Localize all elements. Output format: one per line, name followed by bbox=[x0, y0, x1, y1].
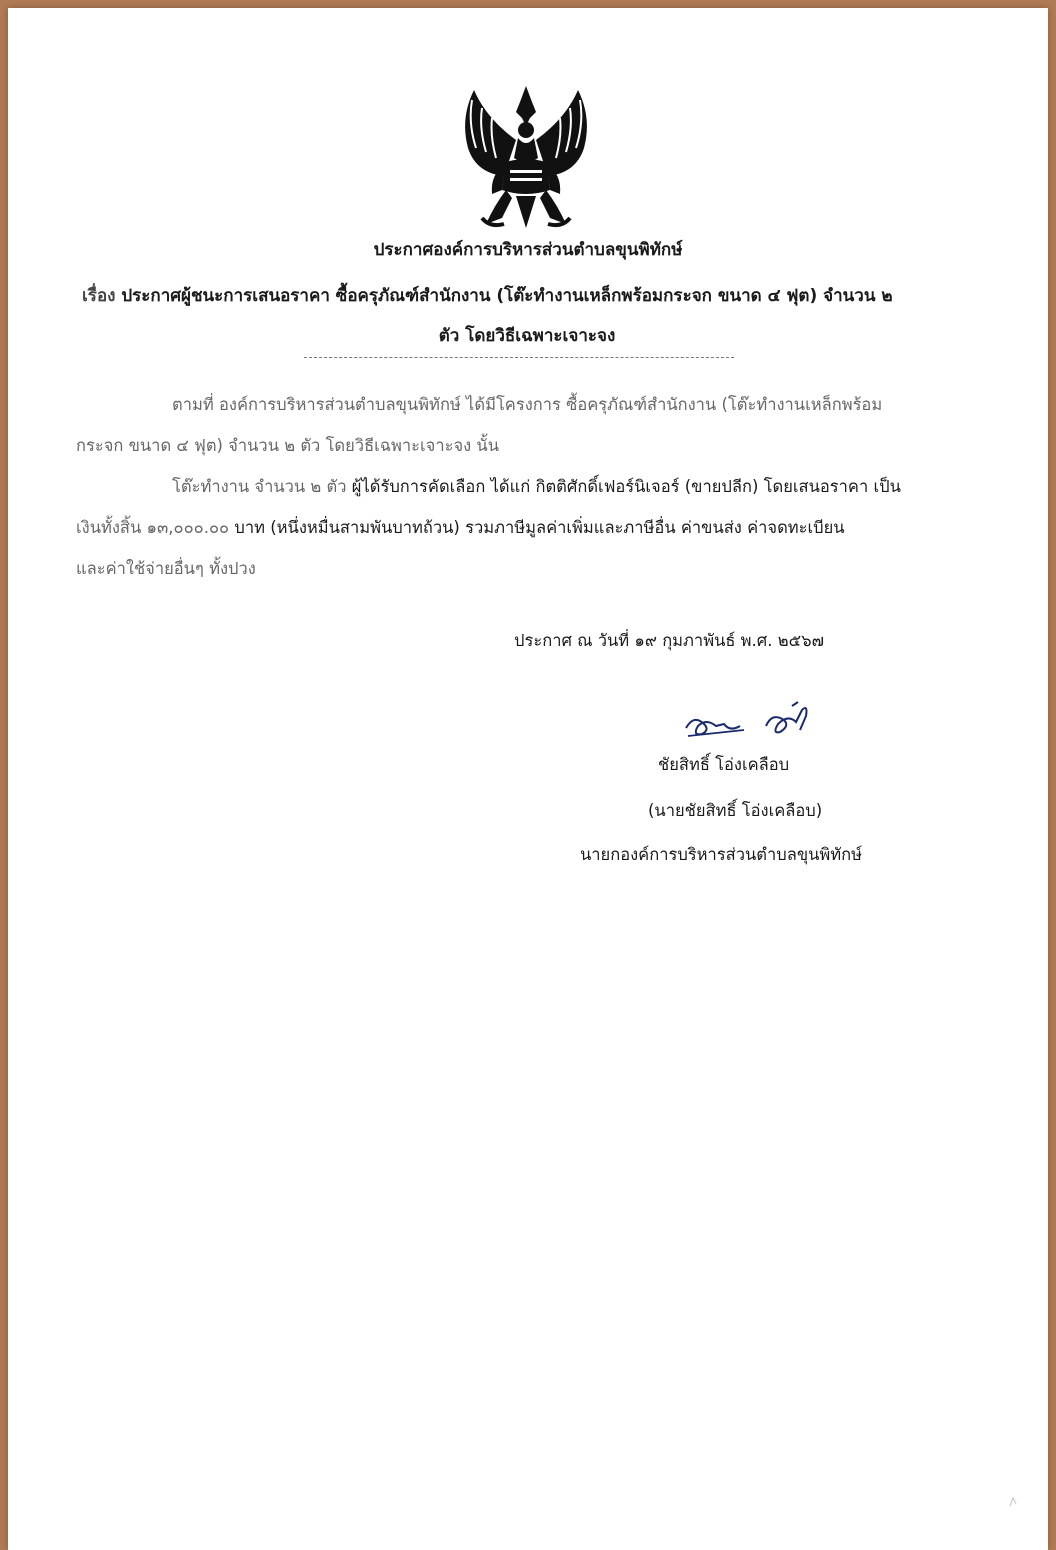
p2-lead: โต๊ะทำงาน จำนวน ๒ ตัว bbox=[172, 477, 347, 496]
signatory-full-name: (นายชัยสิทธิ์ โอ่งเคลือบ) bbox=[648, 801, 823, 820]
signatory-name: ชัยสิทธิ์ โอ่งเคลือบ bbox=[658, 755, 790, 774]
p1-line2: กระจก ขนาด ๔ ฟุต) จำนวน ๒ ตัว โดยวิธีเฉพาะเจาะจง นั้น bbox=[76, 436, 499, 455]
document-page bbox=[8, 8, 1048, 1550]
paragraph-2 bbox=[76, 466, 966, 589]
p2-line2-lead: เงินทั้งสิ้น ๑๓,๐๐๐.๐๐ bbox=[76, 518, 230, 537]
divider bbox=[304, 357, 734, 358]
paper-mark-icon bbox=[1008, 1494, 1018, 1508]
garuda-emblem-icon bbox=[446, 78, 606, 233]
subject-block bbox=[82, 276, 972, 356]
subject-label: เรื่อง bbox=[82, 286, 116, 306]
paragraph-1 bbox=[76, 384, 966, 466]
subject-text-line2: ตัว โดยวิธีเฉพาะเจาะจง bbox=[438, 326, 616, 346]
p2-text: ผู้ได้รับการคัดเลือก ได้แก่ กิตติศักดิ์เฟอร์นิเจอร์ (ขายปลีก) โดยเสนอราคา เป็น bbox=[351, 477, 901, 496]
handwritten-signature-icon bbox=[680, 696, 822, 742]
subject-text-line1: ประกาศผู้ชนะการเสนอราคา ซื้อครุภัณฑ์สำนักงาน (โต๊ะทำงานเหล็กพร้อมกระจก ขนาด ๔ ฟุต) จำนวน ๒ bbox=[121, 286, 893, 306]
p1-text: องค์การบริหารส่วนตำบลขุนพิทักษ์ ได้มีโครงการ ซื้อครุภัณฑ์สำนักงาน (โต๊ะทำงานเหล็กพร้อม bbox=[218, 395, 883, 414]
announcement-date: ประกาศ ณ วันที่ ๑๙ กุมภาพันธ์ พ.ศ. ๒๕๖๗ bbox=[514, 631, 825, 650]
p2-line3: และค่าใช้จ่ายอื่นๆ ทั้งปวง bbox=[76, 559, 256, 578]
p2-line2: บาท (หนึ่งหมื่นสามพันบาทถ้วน) รวมภาษีมูลค่าเพิ่มและภาษีอื่น ค่าขนส่ง ค่าจดทะเบียน bbox=[234, 518, 845, 537]
org-title: ประกาศองค์การบริหารส่วนตำบลขุนพิทักษ์ bbox=[373, 240, 683, 260]
p1-lead: ตามที่ bbox=[172, 395, 214, 414]
signatory-position: นายกองค์การบริหารส่วนตำบลขุนพิทักษ์ bbox=[580, 845, 863, 864]
